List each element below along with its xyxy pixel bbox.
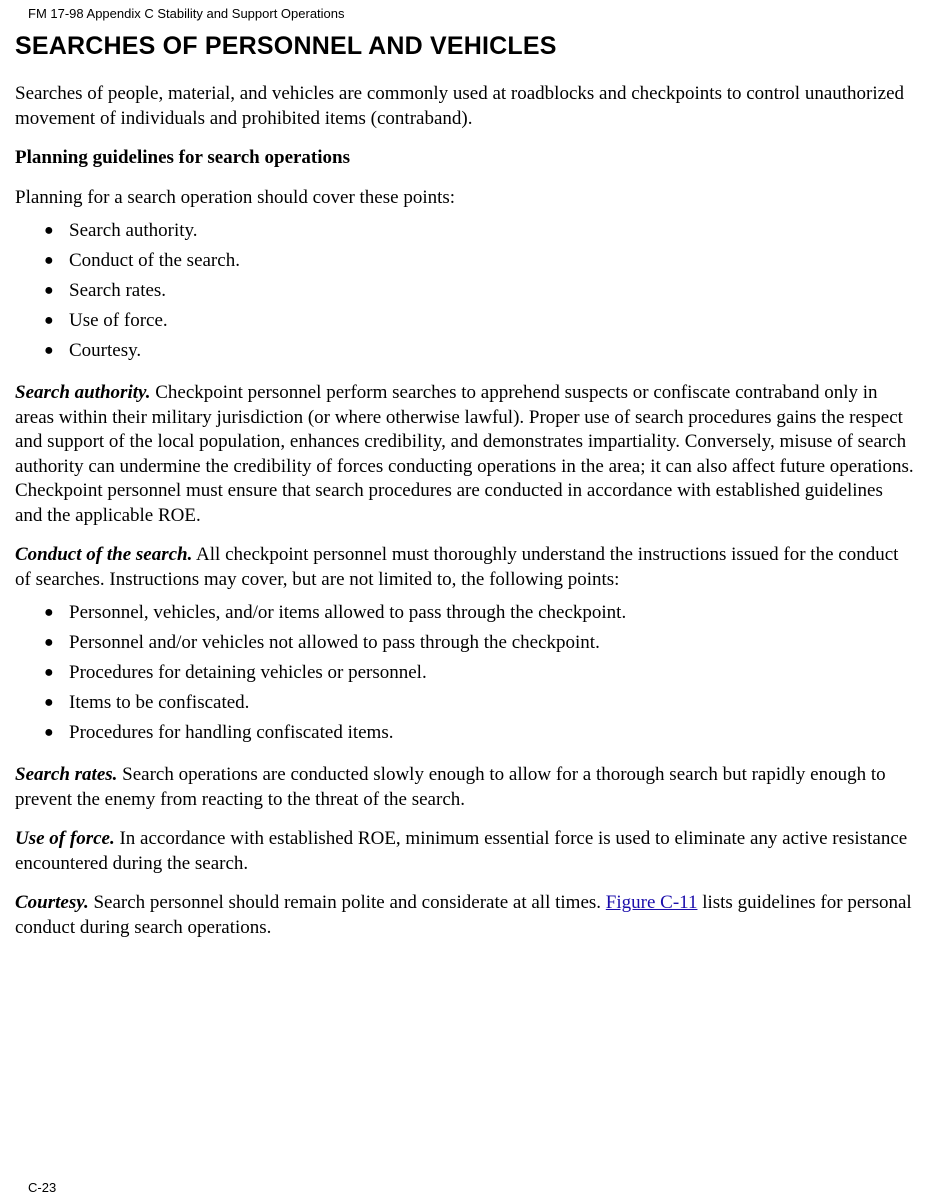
courtesy-text-after: lists guidelines for personal conduct during search operations. xyxy=(15,892,912,938)
planning-heading: Planning guidelines for search operations xyxy=(15,147,350,168)
list-item: ● Conduct of the search. xyxy=(15,246,915,276)
courtesy-text-before: Search personnel should remain polite and considerate at all times. xyxy=(88,892,606,913)
list-item: ● Procedures for handling confiscated items. xyxy=(15,718,915,748)
running-header: FM 17-98 Appendix C Stability and Support Operations xyxy=(28,6,345,21)
use-of-force-paragraph xyxy=(15,827,915,876)
conduct-points-list xyxy=(15,598,915,748)
courtesy-paragraph xyxy=(15,891,915,940)
search-authority-text: Checkpoint personnel perform searches to apprehend suspects or confiscate contraband only in areas within their military jurisdiction (or where otherwise lawful). Proper use of search procedures gains the respect and support of the local population, enhances credibility, and demonstrates impartiality. Conversely, misuse of search authority can undermine the credibility of forces conducting operations in the area; it can also affect future operations. Checkpoint personnel must ensure that search procedures are conducted in accordance with established guidelines and the applicable ROE. xyxy=(15,382,914,526)
planning-points-list xyxy=(15,216,915,366)
list-item: ● Procedures for detaining vehicles or personnel. xyxy=(15,658,915,688)
figure-c11-link[interactable]: Figure C-11 xyxy=(605,892,698,913)
search-rates-paragraph xyxy=(15,763,915,812)
search-authority-term: Search authority. xyxy=(15,382,151,403)
page-title: SEARCHES OF PERSONNEL AND VEHICLES xyxy=(15,32,557,60)
list-item: ● Personnel and/or vehicles not allowed to pass through the checkpoint. xyxy=(15,628,915,658)
conduct-term: Conduct of the search. xyxy=(15,544,193,565)
list-item: ● Personnel, vehicles, and/or items allowed to pass through the checkpoint. xyxy=(15,598,915,628)
conduct-text: All checkpoint personnel must thoroughly understand the instructions issued for the conduct of searches. Instructions may cover, but are not limited to, the following points: xyxy=(15,544,899,590)
list-item: ● Use of force. xyxy=(15,306,915,336)
use-of-force-text: In accordance with established ROE, minimum essential force is used to eliminate any active resistance encountered during the search. xyxy=(15,828,908,874)
search-authority-paragraph xyxy=(15,381,915,528)
page-number: C-23 xyxy=(28,1180,57,1195)
search-rates-term: Search rates. xyxy=(15,764,118,785)
intro-paragraph: Searches of people, material, and vehicles are commonly used at roadblocks and checkpoints to control unauthorized movement of individuals and prohibited items (contraband). xyxy=(15,83,905,129)
list-item: ● Search rates. xyxy=(15,276,915,306)
planning-lead: Planning for a search operation should cover these points: xyxy=(15,186,456,208)
list-item: ● Search authority. xyxy=(15,216,915,246)
list-item: ● Courtesy. xyxy=(15,336,915,366)
document-body xyxy=(15,82,915,955)
search-rates-text: Search operations are conducted slowly enough to allow for a thorough search but rapidly enough to prevent the enemy from reacting to the threat of the search. xyxy=(15,764,886,810)
list-item: ● Items to be confiscated. xyxy=(15,688,915,718)
courtesy-term: Courtesy. xyxy=(15,892,89,913)
use-of-force-term: Use of force. xyxy=(15,828,115,849)
conduct-paragraph xyxy=(15,543,915,592)
